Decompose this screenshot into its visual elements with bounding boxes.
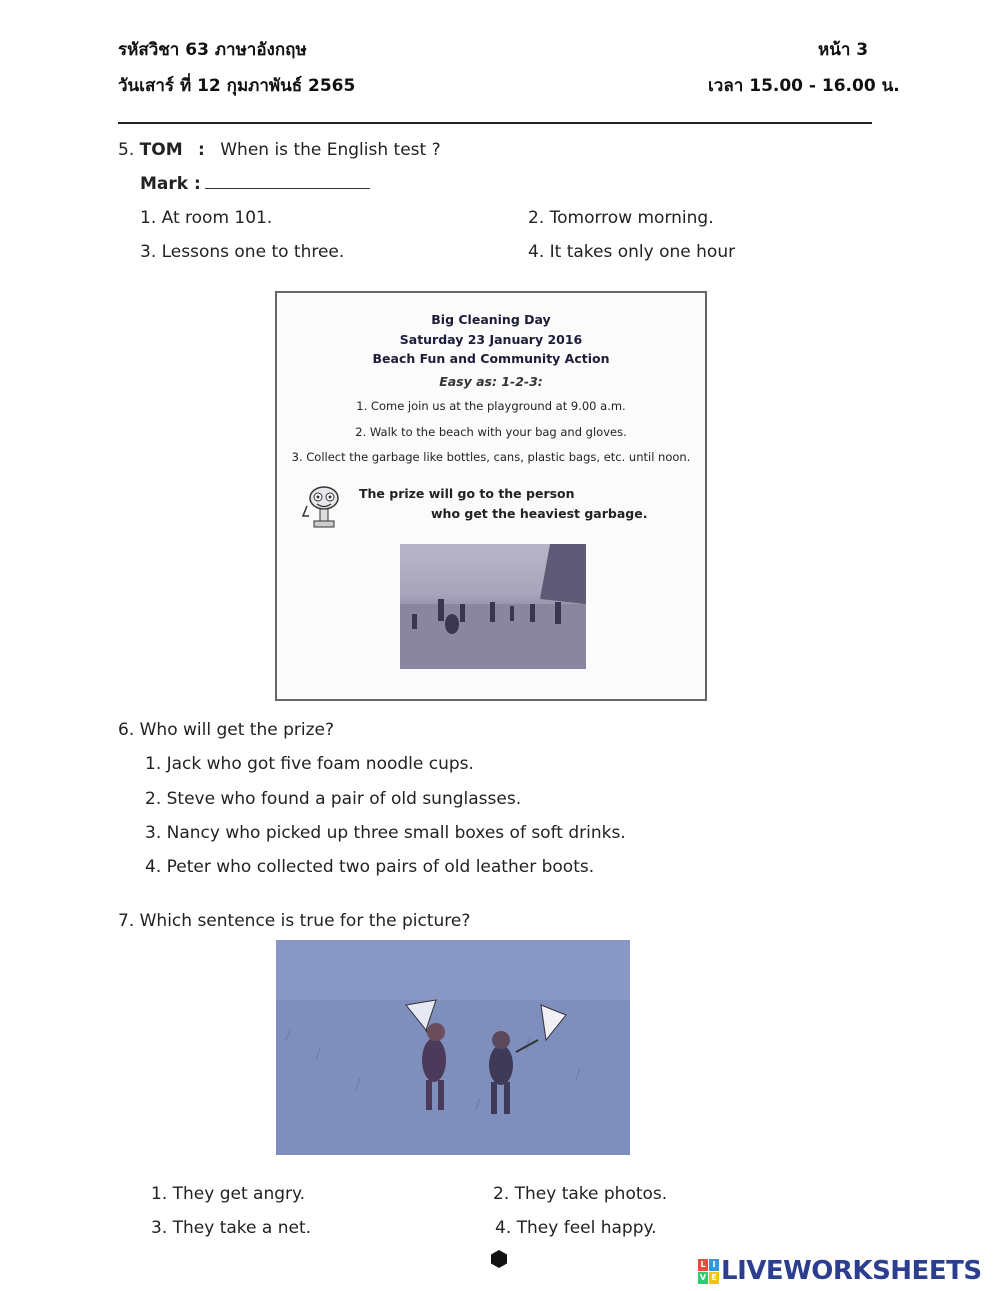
question-7: 7. Which sentence is true for the picture?	[118, 911, 471, 931]
q6-option-3: 3. Nancy who picked up three small boxes of soft drinks.	[145, 823, 626, 843]
speaker-tom: TOM	[139, 140, 183, 160]
poster-date: Saturday 23 January 2016	[399, 332, 583, 347]
question-6: 6. Who will get the prize?	[118, 720, 335, 740]
answer-blank[interactable]	[205, 174, 370, 189]
q5-option-2: 2. Tomorrow morning.	[528, 208, 714, 228]
poster-prize-line-1: The prize will go to the person	[359, 486, 575, 501]
poster-subtitle: Beach Fun and Community Action	[372, 351, 610, 366]
question-5-text: When is the English test ?	[220, 140, 441, 160]
logo-blocks-icon: L I V E	[698, 1259, 719, 1284]
question-5-number: 5.	[118, 140, 135, 160]
poster-step-1: 1. Come join us at the playground at 9.00 a.m.	[356, 399, 626, 413]
poster-prize-line-2: who get the heaviest garbage.	[431, 506, 648, 521]
q6-option-4: 4. Peter who collected two pairs of old leather boots.	[145, 857, 595, 877]
poster-easy-steps: Easy as: 1-2-3:	[439, 374, 543, 389]
poster-title: Big Cleaning Day	[431, 312, 551, 327]
poster-step-3: 3. Collect the garbage like bottles, cans, plastic bags, etc. until noon.	[291, 450, 691, 464]
q7-option-2: 2. They take photos.	[493, 1184, 668, 1204]
exam-time: เวลา 15.00 - 16.00 น.	[708, 76, 900, 96]
speaker-colon: :	[198, 140, 205, 160]
q7-option-3: 3. They take a net.	[151, 1218, 312, 1238]
poster-step-2: 2. Walk to the beach with your bag and gloves.	[355, 425, 627, 439]
page-number: หน้า 3	[818, 40, 869, 60]
q5-option-3: 3. Lessons one to three.	[140, 242, 345, 262]
logo-text: LIVEWORKSHEETS	[721, 1256, 982, 1286]
trophy-mascot-icon	[299, 484, 349, 534]
mark-label: Mark :	[140, 174, 201, 194]
q6-option-1: 1. Jack who got five foam noodle cups.	[145, 754, 474, 774]
q5-option-1: 1. At room 101.	[140, 208, 273, 228]
beach-cleaning-photo	[400, 544, 586, 669]
mark-answer-line	[140, 174, 370, 194]
liveworksheets-logo[interactable]	[698, 1258, 982, 1284]
q7-option-1: 1. They get angry.	[151, 1184, 306, 1204]
q7-option-4: 4. They feel happy.	[495, 1218, 657, 1238]
cleaning-day-poster	[275, 291, 707, 701]
q6-option-2: 2. Steve who found a pair of old sunglasses.	[145, 789, 522, 809]
children-with-nets-photo	[276, 940, 630, 1155]
hexagon-icon	[489, 1249, 509, 1269]
question-5	[118, 140, 441, 160]
subject-code: รหัสวิชา 63 ภาษาอังกฤษ	[118, 40, 307, 60]
header-divider	[118, 122, 872, 124]
exam-date: วันเสาร์ ที่ 12 กุมภาพันธ์ 2565	[118, 76, 356, 96]
q5-option-4: 4. It takes only one hour	[528, 242, 736, 262]
